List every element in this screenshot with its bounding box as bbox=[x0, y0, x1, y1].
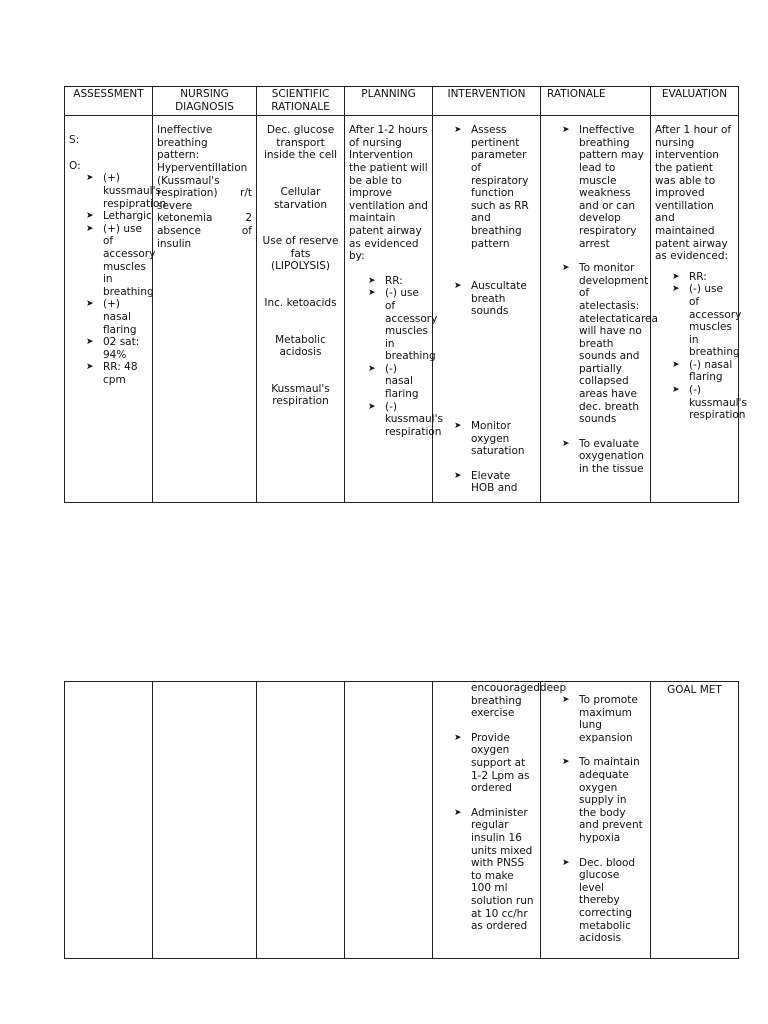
list-item: ➤ (-) kussmaul's respiration bbox=[368, 400, 443, 438]
arrowhead-bullet-icon: ➤ bbox=[86, 223, 94, 234]
list-item: ➤ (-) use of accessory muscles in breathing bbox=[368, 287, 438, 363]
evaluation-cell bbox=[651, 116, 747, 503]
header-scientific-rationale: SCIENTIFIC RATIONALE bbox=[257, 87, 345, 116]
scientific-rationale-cell bbox=[257, 116, 345, 503]
diagnosis-line: respiration) r/t bbox=[157, 187, 252, 200]
header-intervention: INTERVENTION bbox=[433, 87, 541, 116]
list-item: ➤ To monitor development of atelectasis: atelectaticarea will have no breath sounds and partially collapsed areas have dec. breath sounds bbox=[562, 262, 658, 426]
rationale-cell-continued bbox=[541, 682, 651, 959]
arrowhead-bullet-icon: ➤ bbox=[368, 288, 376, 299]
arrowhead-bullet-icon: ➤ bbox=[368, 275, 376, 286]
list-item: ➤ Lethargic bbox=[86, 210, 152, 223]
list-item: ➤ (-) kussmaul's respiration bbox=[672, 384, 747, 422]
arrowhead-bullet-icon: ➤ bbox=[86, 173, 94, 184]
header-nursing-diagnosis: NURSING DIAGNOSIS bbox=[153, 87, 257, 116]
diagnosis-line: insulin bbox=[157, 237, 192, 250]
arrowhead-bullet-icon: ➤ bbox=[562, 263, 570, 274]
rationale-list bbox=[545, 124, 658, 476]
list-item: ➤ (-) use of accessory muscles in breathing bbox=[672, 283, 742, 359]
diagnosis-text: Ineffective breathing pattern: Hyperventillation (Kussmaul's bbox=[157, 124, 248, 187]
arrowhead-bullet-icon: ➤ bbox=[672, 284, 680, 295]
list-item: ➤ Provide oxygen support at 1-2 Lpm as ordered bbox=[454, 731, 530, 795]
arrowhead-bullet-icon: ➤ bbox=[368, 363, 376, 374]
arrowhead-bullet-icon: ➤ bbox=[672, 385, 680, 396]
planning-text: After 1-2 hours of nursing Intervention the patient will be able to improve ventilation and maintain patent airway as evidenced by: bbox=[349, 124, 428, 263]
pathophysiology-step: Metabolic acidosis bbox=[275, 333, 326, 359]
arrowhead-bullet-icon: ➤ bbox=[672, 359, 680, 370]
planning-cell bbox=[345, 116, 443, 503]
arrowhead-bullet-icon: ➤ bbox=[672, 271, 680, 282]
continuation-row bbox=[65, 682, 739, 959]
header-assessment: ASSESSMENT bbox=[65, 87, 153, 116]
arrowhead-bullet-icon: ➤ bbox=[454, 420, 462, 431]
arrowhead-bullet-icon: ➤ bbox=[86, 362, 94, 373]
arrowhead-bullet-icon: ➤ bbox=[562, 757, 570, 768]
list-item: ➤ (-) nasal flaring bbox=[368, 362, 419, 401]
arrowhead-bullet-icon: ➤ bbox=[454, 732, 462, 743]
arrowhead-bullet-icon: ➤ bbox=[86, 211, 94, 222]
pathophysiology-step: Dec. glucose transport inside the cell bbox=[263, 124, 338, 162]
assessment-list bbox=[69, 172, 167, 386]
diagnosis-line: absence of bbox=[157, 224, 252, 237]
planning-list bbox=[349, 274, 443, 439]
arrowhead-bullet-icon: ➤ bbox=[86, 337, 94, 348]
arrowhead-bullet-icon: ➤ bbox=[454, 125, 462, 136]
intervention-cell-continued bbox=[433, 682, 567, 959]
rationale-list bbox=[545, 694, 646, 945]
list-item: ➤ Auscultate breath sounds bbox=[454, 280, 527, 318]
scientific-rationale-cell-empty bbox=[257, 682, 345, 959]
planning-cell-empty bbox=[345, 682, 433, 959]
header-planning: PLANNING bbox=[345, 87, 433, 116]
list-item: ➤ 02 sat: 94% bbox=[86, 336, 140, 361]
goal-met-status: GOAL MET bbox=[667, 684, 722, 696]
arrowhead-bullet-icon: ➤ bbox=[454, 470, 462, 481]
list-item: ➤ Administer regular insulin 16 units mixed with PNSS to make 100 ml solution run at 10 cc/hr as ordered bbox=[454, 806, 534, 933]
list-item: ➤ Assess pertinent parameter of respiratory function such as RR and breathing pattern bbox=[454, 124, 529, 250]
header-row bbox=[65, 87, 739, 116]
assessment-cell-empty bbox=[65, 682, 153, 959]
objective-label: O: bbox=[69, 159, 81, 172]
care-plan-table-page-2 bbox=[64, 681, 739, 959]
list-item: ➤ Dec. blood glucose level thereby correcting metabolic acidosis bbox=[562, 856, 636, 945]
arrowhead-bullet-icon: ➤ bbox=[368, 401, 376, 412]
list-item: ➤ To evaluate oxygenation in the tissue bbox=[562, 437, 644, 476]
list-item: ➤ Ineffective breathing pattern may lead to muscle weakness and or can develop respiratory arrest bbox=[562, 124, 644, 250]
assessment-cell bbox=[65, 116, 167, 503]
list-item: ➤ (+) nasal flaring bbox=[86, 298, 137, 336]
pathophysiology-step: Cellular starvation bbox=[273, 185, 328, 211]
list-item: ➤ RR: 48 cpm bbox=[86, 361, 138, 386]
rationale-cell bbox=[541, 116, 658, 503]
intervention-continuation: encouorageddeep breathing exercise bbox=[471, 682, 567, 720]
intervention-list bbox=[437, 732, 536, 933]
arrowhead-bullet-icon: ➤ bbox=[562, 438, 570, 449]
arrowhead-bullet-icon: ➤ bbox=[562, 857, 570, 868]
pathophysiology-step: Kussmaul's respiration bbox=[271, 382, 330, 408]
arrowhead-bullet-icon: ➤ bbox=[562, 695, 570, 705]
list-item: ➤ To maintain adequate oxygen supply in the body and prevent hypoxia bbox=[562, 756, 643, 844]
arrowhead-bullet-icon: ➤ bbox=[454, 281, 462, 292]
care-plan-table-page-1 bbox=[64, 86, 747, 503]
list-item: ➤ (-) nasal flaring bbox=[672, 358, 733, 384]
subjective-label: S: bbox=[69, 134, 80, 147]
arrowhead-bullet-icon: ➤ bbox=[454, 807, 462, 818]
list-item: ➤ To promote maximum lung expansion bbox=[562, 694, 638, 744]
diagnosis-line: ketonemia 2 bbox=[157, 212, 252, 225]
arrowhead-bullet-icon: ➤ bbox=[86, 299, 94, 310]
list-item: ➤ RR: bbox=[672, 270, 707, 283]
body-row bbox=[65, 116, 739, 503]
list-item: ➤ RR: bbox=[368, 274, 403, 287]
pathophysiology-step: Use of reserve fats (LIPOLYSIS) bbox=[262, 235, 339, 273]
intervention-list bbox=[437, 124, 536, 495]
intervention-cell bbox=[433, 116, 541, 503]
list-item: ➤ (+) kussmaul's respipration bbox=[86, 172, 167, 210]
diagnosis-line: severe bbox=[157, 199, 193, 212]
evaluation-list bbox=[655, 270, 747, 422]
nursing-diagnosis-cell bbox=[153, 116, 257, 503]
arrowhead-bullet-icon: ➤ bbox=[562, 125, 570, 136]
nursing-diagnosis-cell-empty bbox=[153, 682, 257, 959]
header-rationale: RATIONALE bbox=[541, 87, 651, 116]
header-evaluation: EVALUATION bbox=[651, 87, 739, 116]
list-item: ➤ Elevate HOB and bbox=[454, 469, 518, 495]
pathophysiology-step: Inc. ketoacids bbox=[264, 296, 337, 309]
evaluation-text: After 1 hour of nursing intervention the patient was able to improved ventillation and maintained patent airway as evidenced: bbox=[655, 124, 732, 263]
evaluation-cell-continued bbox=[651, 682, 739, 959]
list-item: ➤ Monitor oxygen saturation bbox=[454, 419, 525, 458]
list-item: ➤ (+) use of accessory muscles in breathing bbox=[86, 222, 156, 298]
